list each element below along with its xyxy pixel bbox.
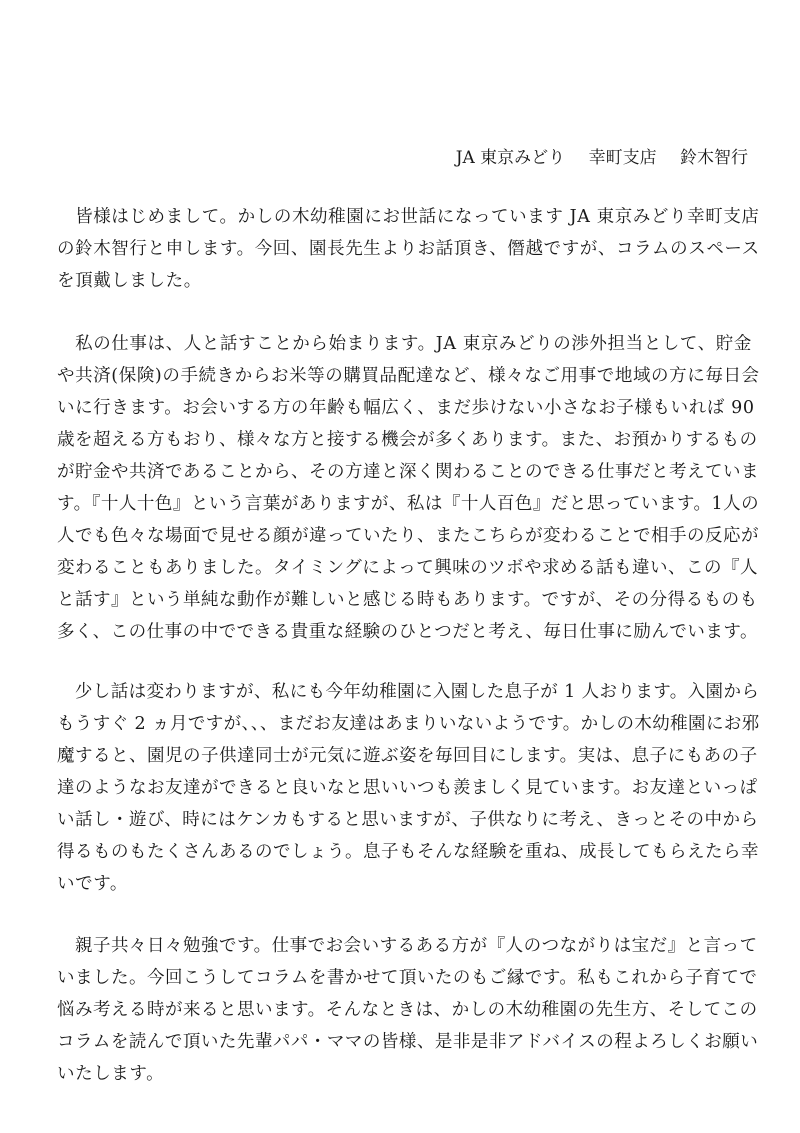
text-line: 人でも色々な場面で見せる顔が違っていたり、またこちらが変わることで相手の反応が: [57, 526, 759, 546]
text-line: いです。: [57, 874, 128, 894]
author-name: 鈴木智行: [680, 148, 748, 168]
text-line: が貯金や共済であることから、その方達と深く関わることのできる仕事だと考えていま: [57, 462, 759, 482]
text-line: もうすぐ 2 ヵ月ですが、、、まだお友達はあまりいないようです。かしの木幼稚園にお邪: [57, 714, 760, 734]
text-line: いました。今回こうしてコラムを書かせて頂いたのもご縁です。私もこれから子育てで: [57, 968, 758, 988]
text-line: 多く、この仕事の中でできる貴重な経験のひとつだと考え、毎日仕事に励んでいます。: [57, 622, 758, 642]
text-line: を頂戴しました。: [57, 271, 202, 291]
text-line: 魔すると、園児の子供達同士が元気に遊ぶ姿を毎回目にします。実は、息子にもあの子: [57, 746, 758, 766]
text-line: の鈴木智行と申します。今回、園長先生よりお話頂き、僭越ですが、コラムのスペース: [57, 239, 760, 259]
text-line: や共済(保険)の手続きからお米等の購買品配達など、様々なご用事で地域の方に毎日会: [57, 366, 760, 386]
text-line: いたします。: [57, 1064, 165, 1084]
text-line: 得るものもたくさんあるのでしょう。息子もそんな経験を重ね、成長してもらえたら幸: [57, 842, 759, 862]
text-line: い話し・遊び、時にはケンカもすると思いますが、子供なりに考え、きっとその中から: [57, 810, 759, 830]
text-line: 少し話は変わりますが、私にも今年幼稚園に入園した息子が 1 人おります。入園から: [57, 682, 760, 702]
text-line: 親子共々日々勉強です。仕事でお会いするある方が『人のつながりは宝だ』と言って: [57, 936, 758, 956]
author-line: [456, 146, 748, 170]
text-line: コラムを読んで頂いた先輩パパ・ママの皆様、是非是非アドバイスの程よろしくお願い: [57, 1032, 759, 1052]
author-branch: 幸町支店: [588, 148, 657, 168]
text-line: 私の仕事は、人と話すことから始まります。JA 東京みどりの渉外担当として、貯金: [57, 334, 752, 354]
text-line: 変わることもありました。タイミングによって興味のツボや求める話も違い、この『人: [57, 558, 758, 578]
text-line: 悩み考える時が来ると思います。そんなときは、かしの木幼稚園の先生方、そしてこの: [57, 1000, 758, 1020]
text-line: す。『十人十色』という言葉がありますが、私は『十人百色』だと思っています。1人の: [57, 494, 760, 514]
text-line: いに行きます。お会いする方の年齢も幅広く、まだ歩けない小さなお子様もいれば 90: [57, 398, 755, 418]
text-line: と話す』という単純な動作が難しいと感じる時もあります。ですが、その分得るものも: [57, 590, 758, 610]
author-org: JA 東京みどり: [455, 148, 566, 168]
text-line: 歳を超える方もおり、様々な方と接する機会が多くあります。また、お預かりするもの: [57, 430, 758, 450]
text-line: 達のようなお友達ができると良いなと思いいつも羨ましく見ています。お友達といっぱ: [57, 778, 758, 798]
text-line: 皆様はじめまして。かしの木幼稚園にお世話になっています JA 東京みどり幸町支店: [57, 207, 760, 227]
